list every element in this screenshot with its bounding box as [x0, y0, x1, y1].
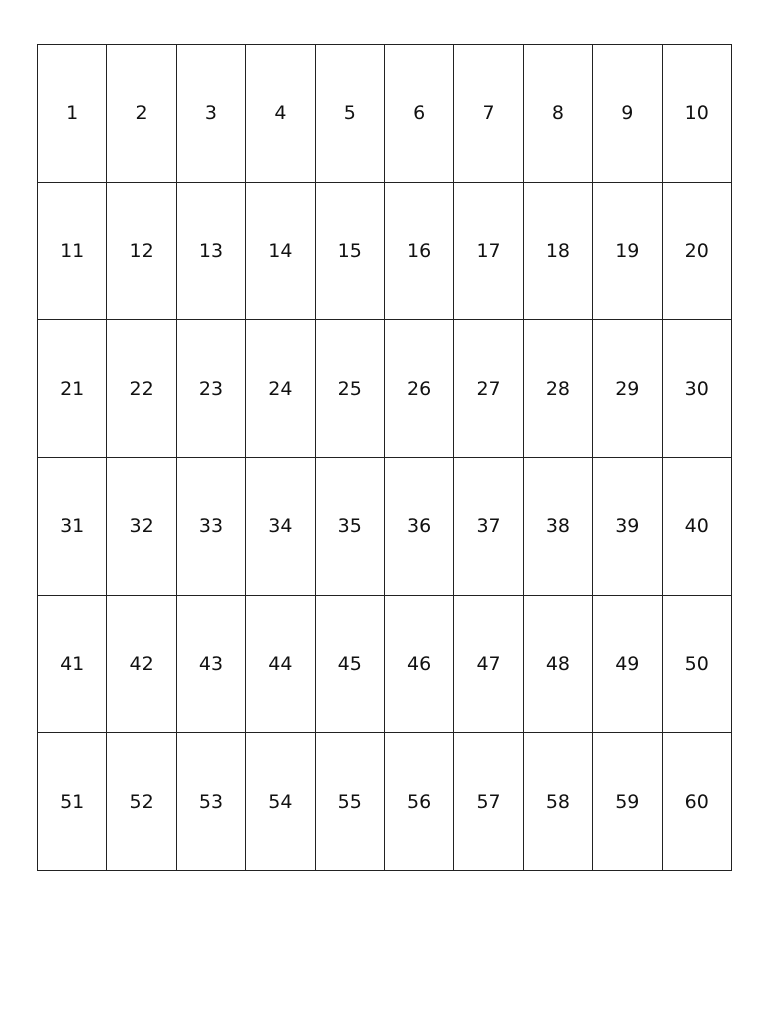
- grid-cell: 36: [384, 457, 453, 595]
- grid-cell: 42: [107, 595, 176, 733]
- grid-cell: 39: [593, 457, 662, 595]
- grid-cell: 18: [523, 182, 592, 320]
- grid-cell: 16: [384, 182, 453, 320]
- grid-cell: 35: [315, 457, 384, 595]
- grid-cell: 60: [662, 733, 731, 871]
- grid-cell: 49: [593, 595, 662, 733]
- grid-cell: 22: [107, 320, 176, 458]
- grid-cell: 14: [246, 182, 315, 320]
- grid-cell: 31: [38, 457, 107, 595]
- grid-cell: 21: [38, 320, 107, 458]
- grid-cell: 12: [107, 182, 176, 320]
- grid-cell: 44: [246, 595, 315, 733]
- grid-cell: 29: [593, 320, 662, 458]
- grid-cell: 15: [315, 182, 384, 320]
- grid-cell: 58: [523, 733, 592, 871]
- grid-cell: 55: [315, 733, 384, 871]
- grid-cell: 52: [107, 733, 176, 871]
- grid-cell: 46: [384, 595, 453, 733]
- grid-cell: 38: [523, 457, 592, 595]
- grid-cell: 50: [662, 595, 731, 733]
- grid-cell: 8: [523, 45, 592, 183]
- grid-cell: 56: [384, 733, 453, 871]
- grid-cell: 32: [107, 457, 176, 595]
- grid-cell: 23: [176, 320, 245, 458]
- grid-cell: 13: [176, 182, 245, 320]
- grid-cell: 27: [454, 320, 523, 458]
- grid-cell: 6: [384, 45, 453, 183]
- grid-cell: 59: [593, 733, 662, 871]
- grid-cell: 10: [662, 45, 731, 183]
- grid-cell: 48: [523, 595, 592, 733]
- grid-row: [38, 595, 732, 733]
- grid-cell: 51: [38, 733, 107, 871]
- grid-cell: 53: [176, 733, 245, 871]
- grid-cell: 24: [246, 320, 315, 458]
- grid-cell: 3: [176, 45, 245, 183]
- grid-cell: 26: [384, 320, 453, 458]
- grid-cell: 5: [315, 45, 384, 183]
- grid-cell: 1: [38, 45, 107, 183]
- grid-row: [38, 182, 732, 320]
- grid-row: [38, 457, 732, 595]
- grid-cell: 9: [593, 45, 662, 183]
- grid-cell: 30: [662, 320, 731, 458]
- grid-cell: 34: [246, 457, 315, 595]
- grid-cell: 57: [454, 733, 523, 871]
- grid-cell: 2: [107, 45, 176, 183]
- grid-cell: 25: [315, 320, 384, 458]
- grid-cell: 47: [454, 595, 523, 733]
- grid-cell: 20: [662, 182, 731, 320]
- grid-row: [38, 733, 732, 871]
- grid-cell: 7: [454, 45, 523, 183]
- grid-cell: 33: [176, 457, 245, 595]
- grid-cell: 45: [315, 595, 384, 733]
- grid-cell: 37: [454, 457, 523, 595]
- number-grid: [37, 44, 732, 871]
- grid-row: [38, 45, 732, 183]
- grid-cell: 54: [246, 733, 315, 871]
- number-grid-body: [38, 45, 732, 871]
- grid-cell: 4: [246, 45, 315, 183]
- grid-cell: 28: [523, 320, 592, 458]
- grid-row: [38, 320, 732, 458]
- grid-cell: 43: [176, 595, 245, 733]
- grid-cell: 19: [593, 182, 662, 320]
- grid-cell: 40: [662, 457, 731, 595]
- grid-cell: 41: [38, 595, 107, 733]
- grid-cell: 17: [454, 182, 523, 320]
- grid-cell: 11: [38, 182, 107, 320]
